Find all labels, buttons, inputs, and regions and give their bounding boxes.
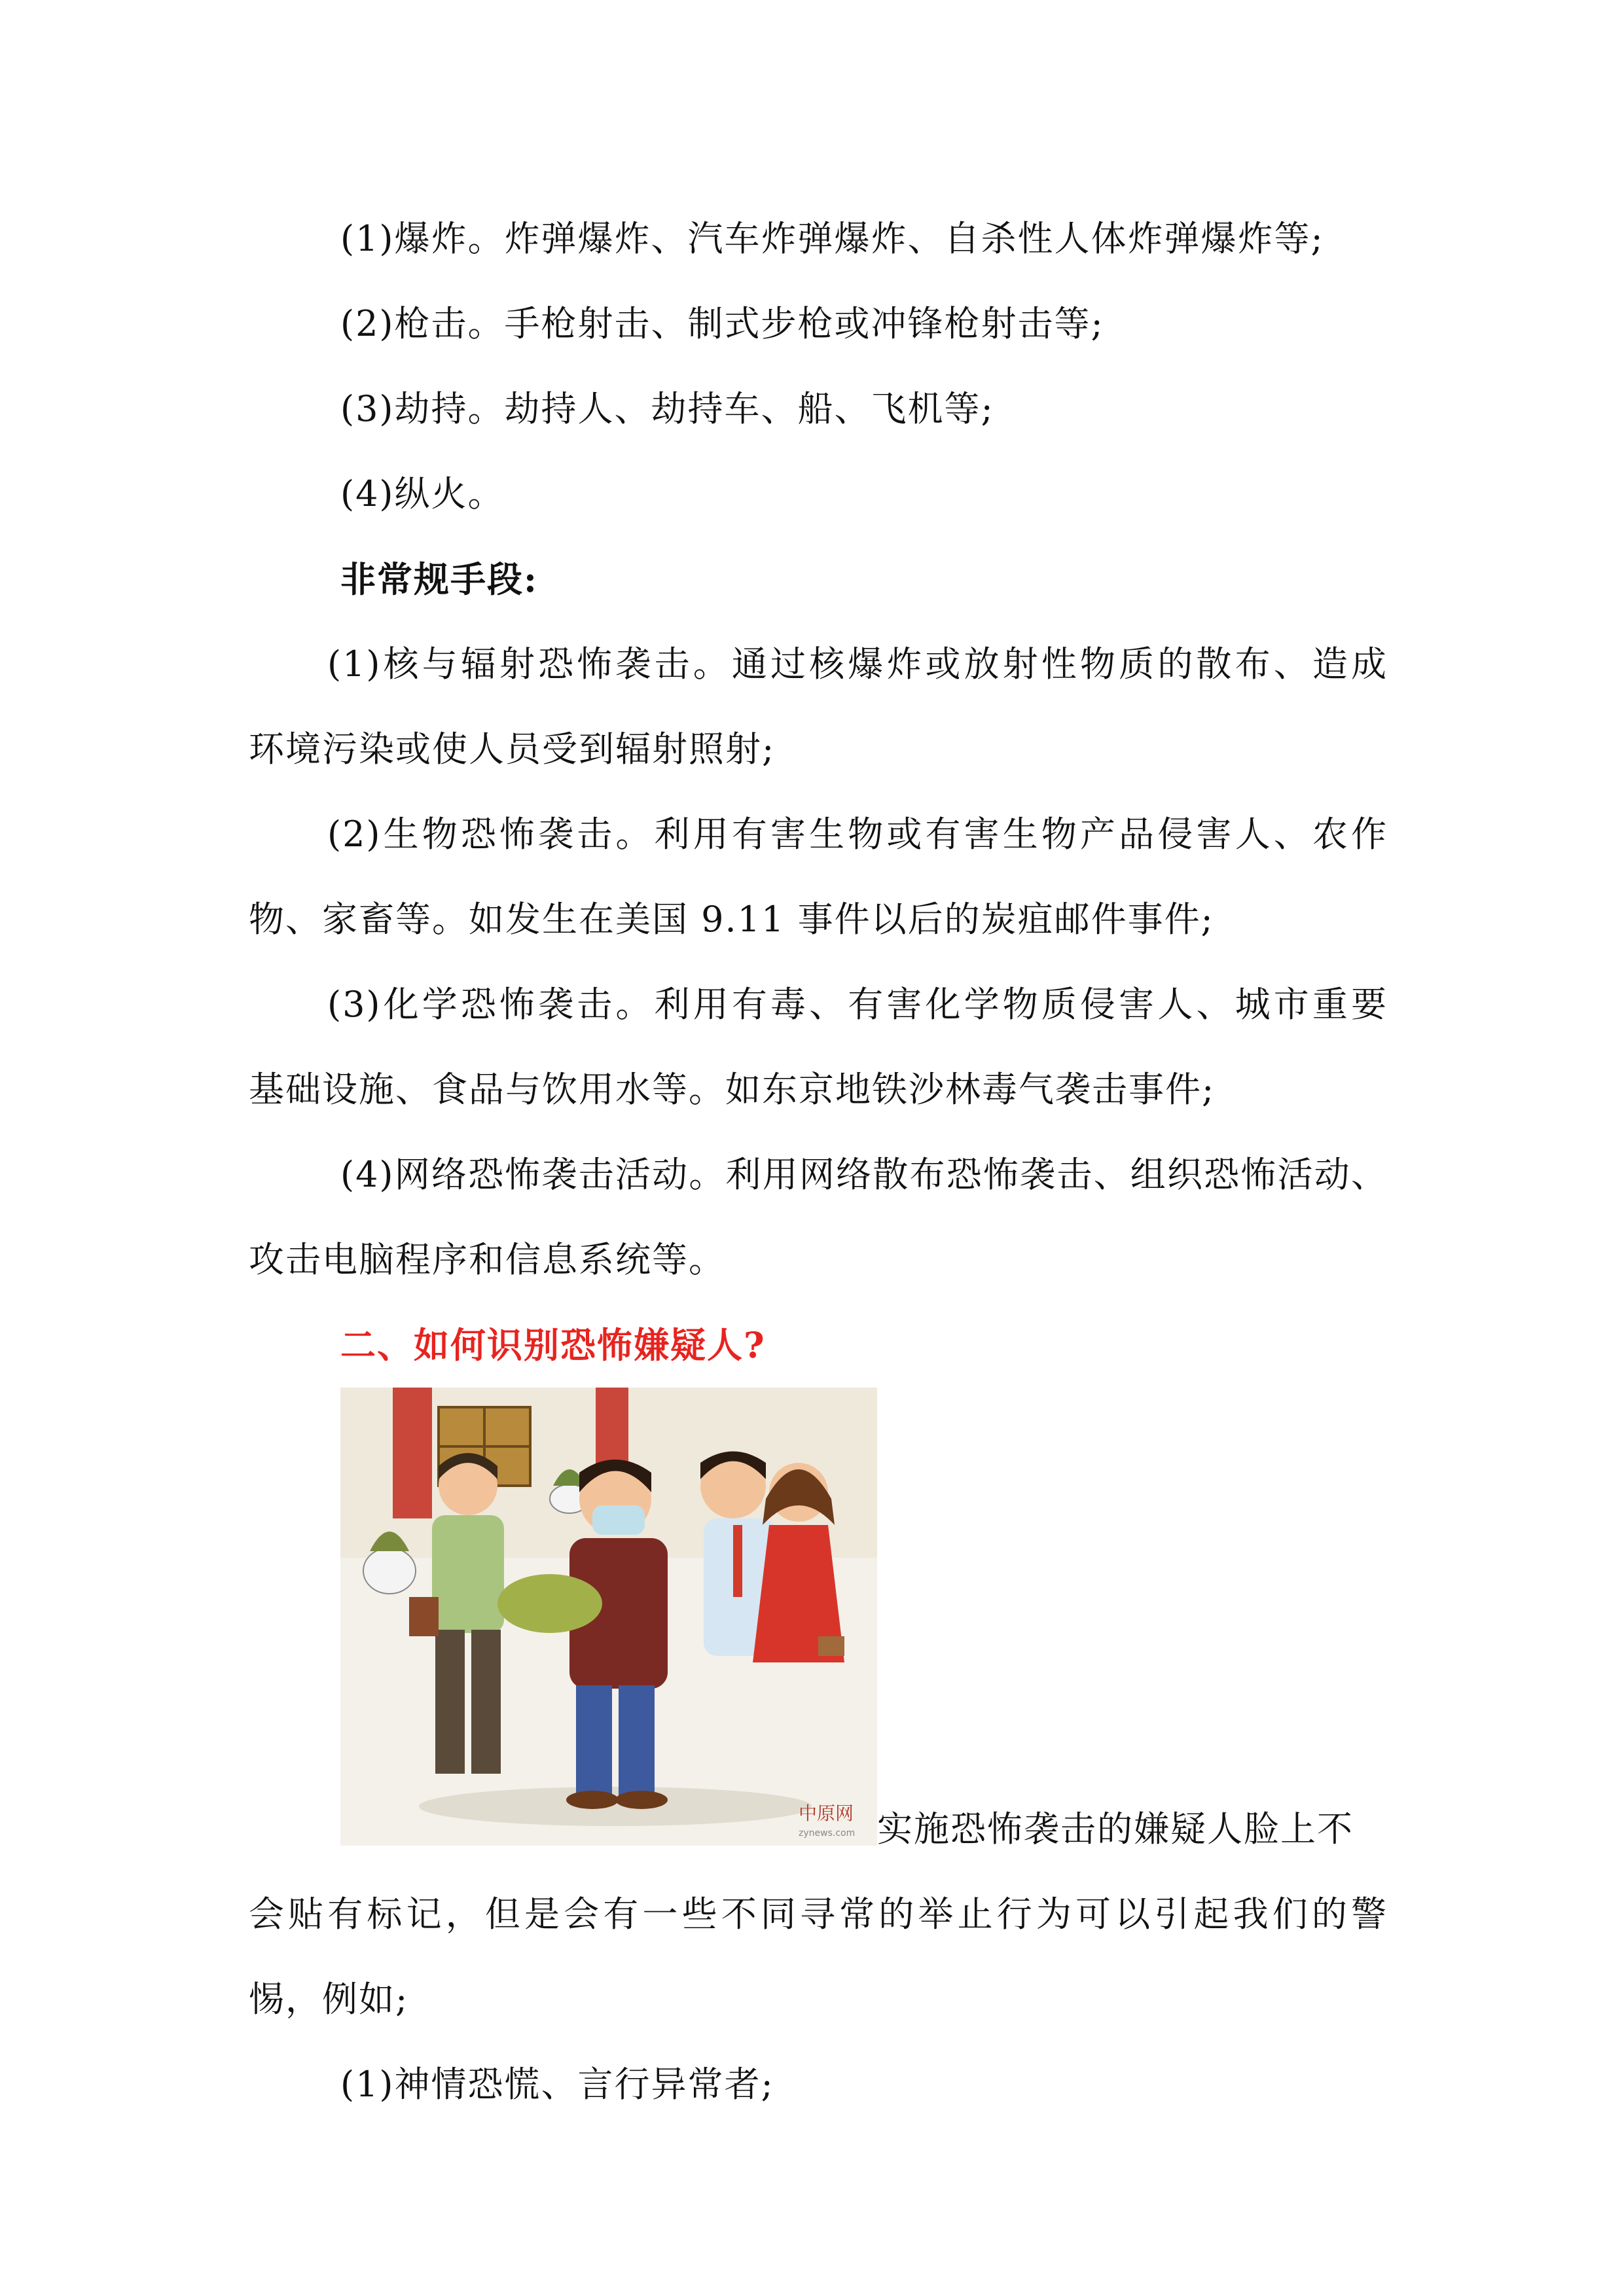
paragraph-line-1: 实施恐怖袭击的嫌疑人脸上不: [877, 1808, 1354, 1850]
unconventional-item-1-line2: 环境污染或使人员受到辐射照射;: [249, 728, 776, 770]
suspect-illustration: [340, 1388, 877, 1846]
unconventional-item-3-line2: 基础设施、食品与饮用水等。如东京地铁沙林毒气袭击事件;: [249, 1069, 1216, 1110]
unconventional-item-1-line1: (1)核与辐射恐怖袭击。通过核爆炸或放射性物质的散布、造成: [327, 643, 1388, 685]
bundle-bag: [497, 1574, 602, 1633]
conventional-item-1: (1)爆炸。炸弹爆炸、汽车炸弹爆炸、自杀性人体炸弹爆炸等;: [340, 218, 1324, 259]
conventional-item-2: (2)枪击。手枪射击、制式步枪或冲锋枪射击等;: [340, 303, 1104, 344]
pillar-left: [393, 1388, 432, 1518]
unconventional-item-2-line2: 物、家畜等。如发生在美国 9.11 事件以后的炭疽邮件事件;: [249, 899, 1214, 940]
pot-left: [363, 1548, 416, 1594]
unconventional-item-4-line1: (4)网络恐怖袭击活动。利用网络散布恐怖袭击、组织恐怖活动、: [340, 1154, 1388, 1195]
unconventional-heading: 非常规手段:: [340, 558, 538, 600]
unconventional-item-3-line1: (3)化学恐怖袭击。利用有毒、有害化学物质侵害人、城市重要: [327, 984, 1388, 1025]
man-green-shirt: [432, 1515, 504, 1633]
cartoon-scene: [340, 1388, 877, 1846]
identify-item-1: (1)神情恐慌、言行异常者;: [340, 2064, 774, 2105]
conventional-item-4: (4)纵火。: [340, 473, 505, 514]
watermark-text: 中原网: [799, 1803, 854, 1824]
face-mask: [592, 1505, 645, 1535]
unconventional-item-4-line2: 攻击电脑程序和信息系统等。: [249, 1239, 725, 1280]
paragraph-line-3: 惕，例如;: [249, 1979, 409, 2020]
section-heading: 二、如何识别恐怖嫌疑人?: [340, 1324, 766, 1366]
conventional-item-3: (3)劫持。劫持人、劫持车、船、飞机等;: [340, 388, 994, 429]
unconventional-item-2-line1: (2)生物恐怖袭击。利用有害生物或有害生物产品侵害人、农作: [327, 814, 1388, 855]
paragraph-line-2: 会贴有标记，但是会有一些不同寻常的举止行为可以引起我们的警: [249, 1893, 1388, 1935]
watermark-url: zynews.com: [799, 1828, 856, 1839]
